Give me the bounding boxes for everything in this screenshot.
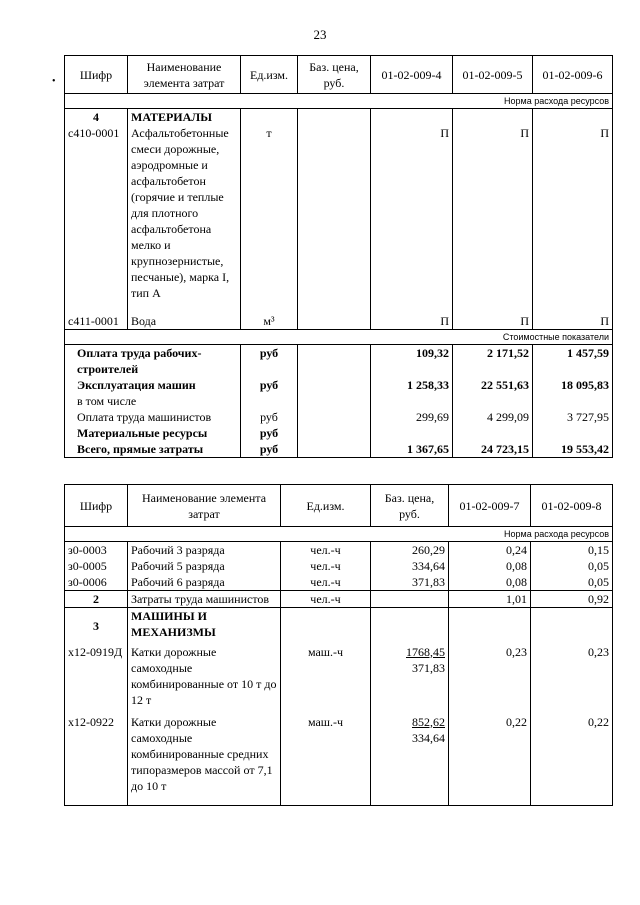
table-row: з0-0006 Рабочий 6 разряда чел.-ч 371,83 0,08 0,05 — [65, 574, 613, 591]
col-header-norm-3: 01-02-009-6 — [533, 56, 613, 94]
col-header-price: Баз. цена, руб. — [298, 56, 371, 94]
table-row: з0-0005 Рабочий 5 разряда чел.-ч 334,64 0,08 0,05 — [65, 558, 613, 574]
table-row: 2 Затраты труда машинистов чел.-ч 1,01 0,92 — [65, 591, 613, 608]
table-row: c410-0001 Асфальтобетонные смеси дорожные, аэродромные и асфальтобетон (горячие и теплые для плотного асфальтобетона мелко и крупнозернистые, песчаные), марка I, тип А т П П П — [65, 125, 613, 313]
margin-dot: • — [52, 76, 56, 87]
col-header-price: Баз. цена, руб. — [371, 485, 449, 527]
cost-row: в том числе — [65, 393, 613, 409]
cost-row: Оплата труда машинистов руб 299,69 4 299,09 3 727,95 — [65, 409, 613, 425]
table-row: х12-0919Д Катки дорожные самоходные комбинированные от 10 т до 12 т маш.-ч 1768,45 371,83 0,23 0,23 — [65, 644, 613, 714]
col-header-norm-2: 01-02-009-8 — [531, 485, 613, 527]
col-header-name: Наименование элемента затрат — [128, 485, 281, 527]
page-number: 23 — [313, 27, 327, 42]
col-header-unit: Ед.изм. — [281, 485, 371, 527]
col-header-code: Шифр — [65, 56, 128, 94]
caption-cost: Стоимостные показатели — [65, 330, 613, 345]
section-title: МАШИНЫ И МЕХАНИЗМЫ — [128, 608, 281, 644]
cost-row: Эксплуатация машин руб 1 258,33 22 551,63 18 095,83 — [65, 377, 613, 393]
col-header-name: Наименование элемента затрат — [128, 56, 241, 94]
col-header-norm-1: 01-02-009-4 — [371, 56, 453, 94]
cost-row: Оплата труда рабочих-строителей руб 109,32 2 171,52 1 457,59 — [65, 345, 613, 378]
section-title: МАТЕРИАЛЫ — [128, 109, 241, 126]
resource-table-2 — [64, 484, 613, 806]
col-header-code: Шифр — [65, 485, 128, 527]
col-header-unit: Ед.изм. — [241, 56, 298, 94]
col-header-norm-2: 01-02-009-5 — [453, 56, 533, 94]
table-row: х12-0922 Катки дорожные самоходные комбинированные средних типоразмеров массой от 7,1 до 10 т маш.-ч 852,62 334,64 0,22 0,22 — [65, 714, 613, 806]
caption-norm: Норма расхода ресурсов — [65, 527, 613, 542]
table-row: c411-0001 Вода м³ П П П — [65, 313, 613, 330]
caption-norm: Норма расхода ресурсов — [65, 94, 613, 109]
section-code: 3 — [65, 608, 128, 644]
col-header-norm-1: 01-02-009-7 — [449, 485, 531, 527]
section-code: 4 — [65, 109, 128, 126]
table-row: з0-0003 Рабочий 3 разряда чел.-ч 260,29 0,24 0,15 — [65, 542, 613, 559]
resource-table-1 — [64, 55, 613, 458]
cost-row: Материальные ресурсы руб — [65, 425, 613, 441]
cost-row: Всего, прямые затраты руб 1 367,65 24 723,15 19 553,42 — [65, 441, 613, 458]
